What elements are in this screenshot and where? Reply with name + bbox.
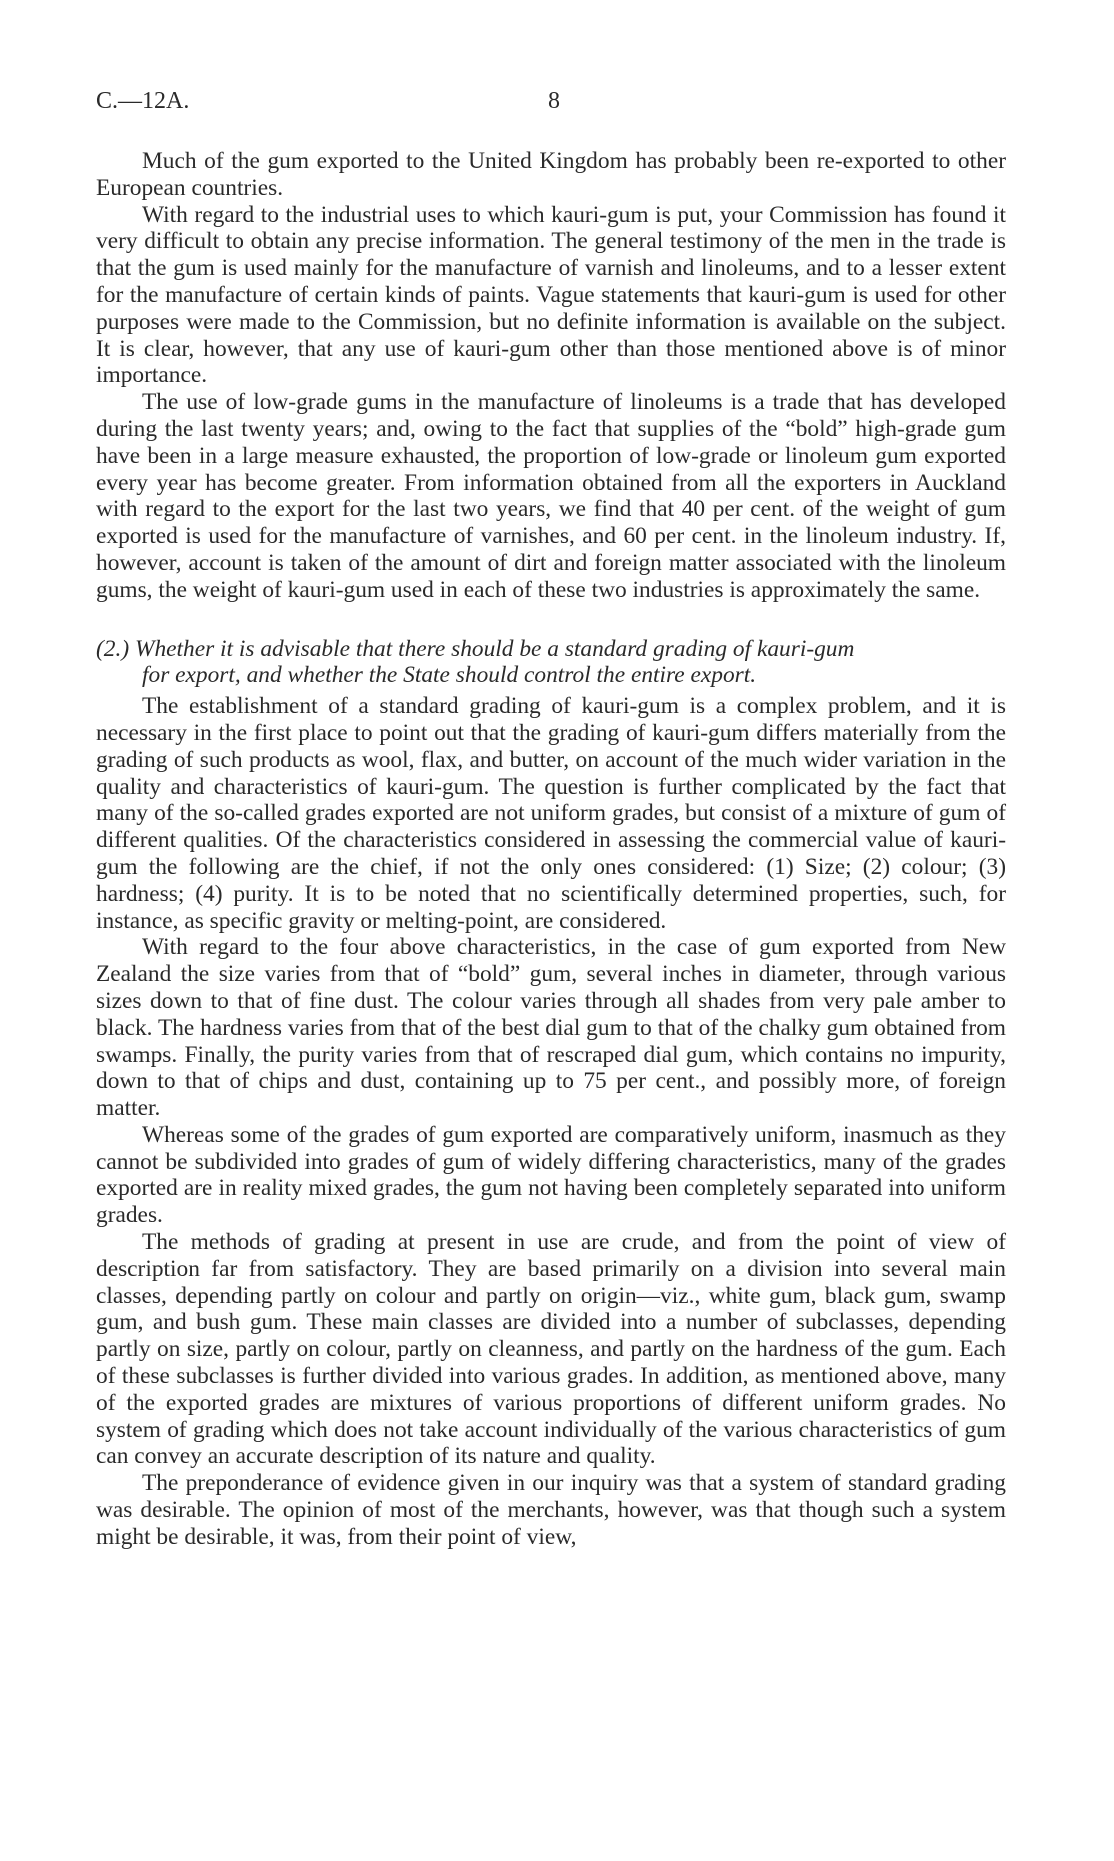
section-heading bbox=[96, 636, 1006, 690]
body-paragraph: With regard to the industrial uses to which kauri-gum is put, your Commission has found it very difficult to obtain any precise information. The general testimony of the men in the trade is that the gum is used mainly for the manufacture of varnish and linoleums, and to a lesser extent for the manufacture of certain kinds of paints. Vague statements that kauri-gum is used for other purposes were made to the Commission, but no definite information is available on the subject. It is clear, however, that any use of kauri-gum other than those mentioned above is of minor importance. bbox=[96, 201, 1006, 389]
body-paragraph: The use of low-grade gums in the manufacture of linoleums is a trade that has developed during the last twenty years; and, owing to the fact that supplies of the “bold” high-grade gum have been in a large measure exhausted, the proportion of low-grade or linoleum gum exported every year has become greater. From information obtained from all the exporters in Auckland with regard to the export for the last two years, we find that 40 per cent. of the weight of gum exported is used for the manufacture of varnishes, and 60 per cent. in the linoleum industry. If, however, account is taken of the amount of dirt and foreign matter associated with the linoleum gums, the weight of kauri-gum used in each of these two industries is approximately the same. bbox=[96, 389, 1006, 603]
document-page bbox=[96, 88, 1006, 1551]
body-paragraph: The methods of grading at present in use are crude, and from the point of view of description far from satisfactory. They are based primarily on a division into several main classes, depending partly on colour and partly on origin—viz., white gum, black gum, swamp gum, and bush gum. These main classes are divided into a number of subclasses, depending partly on size, partly on colour, partly on cleanness, and partly on the hardness of the gum. Each of these subclasses is further divided into various grades. In addition, as mentioned above, many of the exported grades are mixtures of various proportions of different uniform grades. No system of grading which does not take account individually of the various characteristics of gum can convey an accurate description of its nature and quality. bbox=[96, 1229, 1006, 1470]
body-paragraph: Much of the gum exported to the United Kingdom has probably been re-exported to other European countries. bbox=[96, 148, 1006, 201]
page-header bbox=[96, 88, 1006, 132]
section-heading-line: for export, and whether the State should control the entire export. bbox=[142, 662, 757, 689]
body-paragraph: The establishment of a standard grading of kauri-gum is a complex problem, and it is necessary in the first place to point out that the grading of kauri-gum differs materially from the grading of such products as wool, flax, and butter, on account of the much wider variation in the quality and characteristics of kauri-gum. The question is further complicated by the fact that many of the so-called grades exported are not uniform grades, but consist of a mixture of gum of different qualities. Of the characteristics considered in assessing the commercial value of kauri-gum the following are the chief, if not the only ones considered: (1) Size; (2) colour; (3) hardness; (4) purity. It is to be noted that no scientifically determined properties, such, for instance, as specific gravity or melting-point, are considered. bbox=[96, 693, 1006, 934]
body-paragraph: With regard to the four above characteristics, in the case of gum exported from New Zealand the size varies from that of “bold” gum, several inches in diameter, through various sizes down to that of fine dust. The colour varies through all shades from very pale amber to black. The hardness varies from that of the best dial gum to that of the chalky gum obtained from swamps. Finally, the purity varies from that of rescraped dial gum, which contains no impurity, down to that of chips and dust, containing up to 75 per cent., and possibly more, of foreign matter. bbox=[96, 934, 1006, 1122]
body-paragraph: The preponderance of evidence given in our inquiry was that a system of standard grading was desirable. The opinion of most of the merchants, however, was that though such a system might be desirable, it was, from their point of view, bbox=[96, 1470, 1006, 1550]
section-heading-line: (2.) Whether it is advisable that there should be a standard grading of kauri-gum bbox=[96, 635, 855, 662]
body-paragraph: Whereas some of the grades of gum exported are comparatively uniform, inasmuch as they cannot be subdivided into grades of gum of widely differing characteristics, many of the grades exported are in reality mixed grades, the gum not having been completely separated into uniform grades. bbox=[96, 1121, 1006, 1229]
document-reference: C.—12A. bbox=[96, 88, 190, 114]
page-number: 8 bbox=[548, 88, 560, 114]
